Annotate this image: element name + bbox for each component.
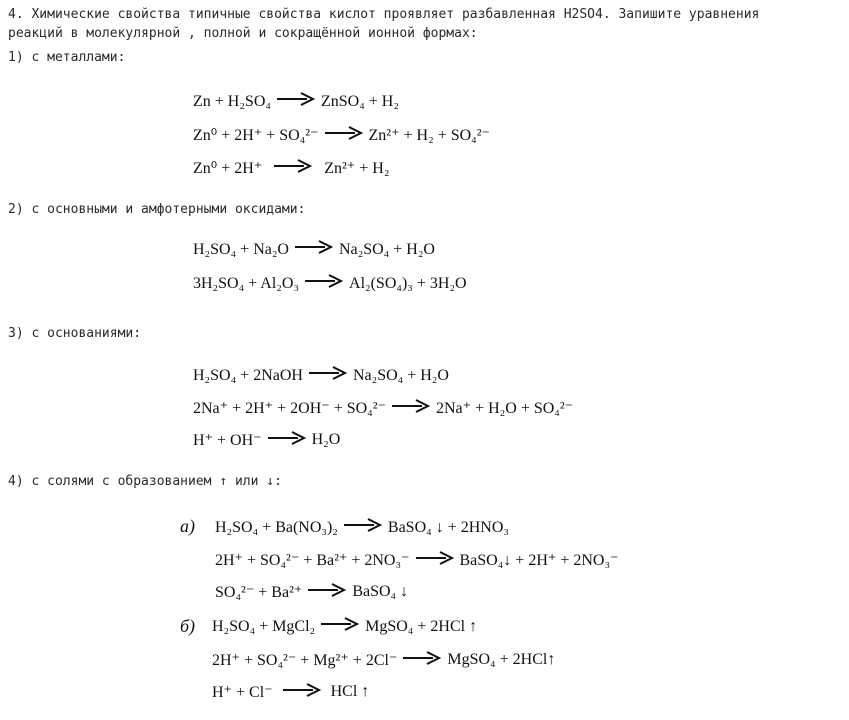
header-line-1: 4. Химические свойства типичные свойства кислот проявляет разбавленная H2SO4. Запишите уравнения xyxy=(8,7,760,22)
equation-right: Na₂SO₄ + H₂O xyxy=(338,240,435,258)
equation-row xyxy=(212,682,369,702)
equation-right: MgSO₄ + 2HCl↑ xyxy=(447,651,556,668)
equation-row xyxy=(215,550,618,570)
header-line-2: реакций в молекулярной , полной и сокращённой ионной формах: xyxy=(8,26,478,41)
equation-left: H⁺ + Cl⁻ xyxy=(212,684,273,701)
reaction-arrow-icon xyxy=(325,126,363,145)
reaction-arrow-icon xyxy=(416,551,454,570)
equation-left: 2H⁺ + SO₄²⁻ + Mg²⁺ + 2Cl⁻ xyxy=(212,652,398,669)
equation-right: H₂O xyxy=(311,431,341,448)
equation-right: BaSO₄ ↓ + 2HNO₃ xyxy=(387,518,509,536)
equation-left: H₂SO₄ + 2NaOH xyxy=(193,366,303,384)
equation-right: BaSO₄ ↓ xyxy=(352,583,409,600)
equation-left: 2Na⁺ + 2H⁺ + 2OH⁻ + SO₄²⁻ xyxy=(193,400,386,417)
equation-left: SO₄²⁻ + Ba²⁺ xyxy=(215,584,303,601)
section-title-bases: 3) с основаниями: xyxy=(8,326,142,341)
reaction-arrow-icon xyxy=(308,583,346,602)
section-title-salts: 4) с солями с образованием ↑ или ↓: xyxy=(8,474,282,489)
equation-left: Zn + H₂SO₄ xyxy=(193,92,271,110)
reaction-arrow-icon xyxy=(309,366,347,385)
equation-left: 3H₂SO₄ + Al₂O₃ xyxy=(193,274,300,292)
equation-left: Zn⁰ + 2H⁺ xyxy=(193,160,263,177)
equation-row xyxy=(193,240,435,259)
section-title-oxides: 2) с основными и амфотерными оксидами: xyxy=(8,202,306,217)
equation-row xyxy=(193,398,573,418)
equation-right: ZnSO₄ + H₂ xyxy=(320,92,399,110)
reaction-arrow-icon xyxy=(277,92,315,111)
reaction-arrow-icon xyxy=(283,683,321,702)
equation-right: HCl ↑ xyxy=(330,683,370,700)
reaction-arrow-icon xyxy=(321,617,359,636)
equation-row xyxy=(193,366,449,385)
equation-row xyxy=(215,582,408,602)
reaction-arrow-icon xyxy=(295,240,333,259)
equation-left: H₂SO₄ + Na₂O xyxy=(193,240,289,258)
equation-right: Na₂SO₄ + H₂O xyxy=(352,366,449,384)
equation-row xyxy=(193,158,389,178)
section-title-metals: 1) с металлами: xyxy=(8,50,126,65)
equation-left: H₂SO₄ + Ba(NO₃)₂ xyxy=(215,518,338,536)
equation-right: Zn²⁺ + H₂ + SO₄²⁻ xyxy=(368,127,490,144)
equation-row xyxy=(215,518,509,537)
equation-row xyxy=(193,125,490,145)
equation-row xyxy=(193,92,399,111)
equation-left: Zn⁰ + 2H⁺ + SO₄²⁻ xyxy=(193,127,319,144)
label-a: а) xyxy=(180,516,195,536)
label-b: б) xyxy=(180,616,196,636)
equation-right: 2Na⁺ + H₂O + SO₄²⁻ xyxy=(436,400,574,417)
reaction-arrow-icon xyxy=(305,274,343,293)
equation-left: H⁺ + OH⁻ xyxy=(193,432,262,449)
equation-right: MgSO₄ + 2HCl ↑ xyxy=(365,617,478,635)
reaction-arrow-icon xyxy=(392,399,430,418)
equation-right: BaSO₄↓ + 2H⁺ + 2NO₃⁻ xyxy=(459,552,619,569)
reaction-arrow-icon xyxy=(274,159,312,178)
equation-right: Zn²⁺ + H₂ xyxy=(324,160,390,177)
reaction-arrow-icon xyxy=(268,431,306,450)
equation-left: H₂SO₄ + MgCl₂ xyxy=(212,617,316,635)
equation-left: 2H⁺ + SO₄²⁻ + Ba²⁺ + 2NO₃⁻ xyxy=(215,552,410,569)
equation-row xyxy=(193,430,340,450)
reaction-arrow-icon xyxy=(344,518,382,537)
equation-right: Al₂(SO₄)₃ + 3H₂O xyxy=(349,274,467,292)
reaction-arrow-icon xyxy=(403,651,441,670)
equation-row xyxy=(212,650,555,670)
equation-row xyxy=(212,617,477,636)
equation-row xyxy=(193,274,467,293)
